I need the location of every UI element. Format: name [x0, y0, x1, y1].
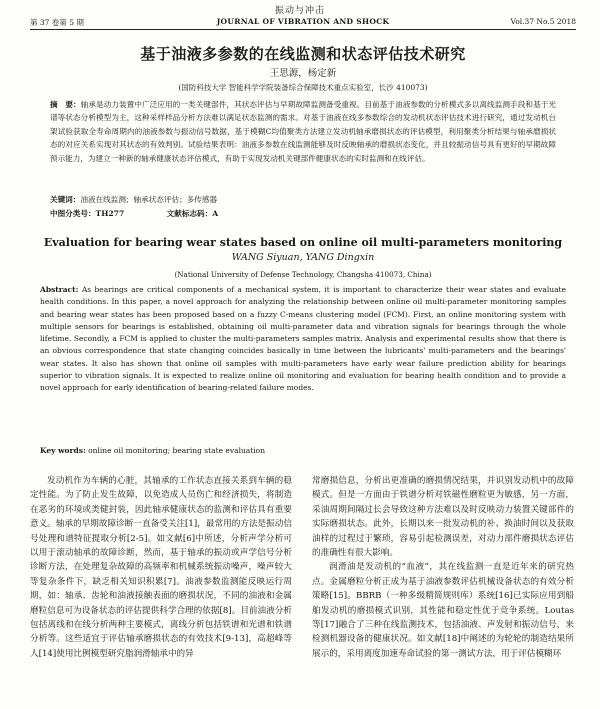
keywords-cn-label: 关键词： — [50, 195, 81, 204]
abstract-cn-label: 摘 要： — [50, 100, 81, 109]
clc-number: 中图分类号：TH277 — [50, 209, 125, 218]
body-paragraph: 常磨损信息，分析出更准确的磨损情况结果，并识别发动机中的故障模式。但是一方面由于铁谱分析对铁磁性磨粒更为敏感，另一方面，采油周期间隔过长会导致这种方法难以及时反映动力装置关键部件的实际磨损状态。此外，长期以来一批发动机的补、换油时间以及获取油样的过程过于繁琐，容易引起检测误差，对动力部件磨损状态评估的准确性有很大影响。 — [312, 476, 574, 559]
keywords-en-text: online oil monitoring; bearing state evaluation — [88, 446, 266, 455]
volume-cn: 第 37 卷第 5 期 — [30, 18, 84, 27]
authors-cn: 王思源，杨定新 — [269, 68, 337, 79]
classification-row — [50, 208, 556, 219]
keywords-cn — [50, 194, 556, 205]
document-code: 文献标志码：A — [166, 209, 219, 218]
abstract-cn-text: 轴承是动力装置中广泛应用的一类关键部件，其状态评估与早期故障监测备受重视。目前基于油液参数的分析模式多以离线监测手段和基于光谱等状态分析模型为主，这种采样样品分析方法难以满足状态监测的需求。对基于油液在线多参数综合的发动机状态评估技术进行研究，通过发动机台架试验获取全寿命周期内的油液参数与振动信号数据，基于模糊C均值聚类方法建立发动机轴承磨损状态的评估模型，利用聚类分析结果与轴承磨损状态的对应关系实现对其状态的有效判别。试验结果表明：油液多参数在线监测能够及时反映轴承的磨损状态变化，并且较振动信号具有更好的早期故障预示能力，为建立一种新的轴承健康状态评估模式，有助于实现发动机关键部件健康状态的实时监测和在线评估。 — [50, 100, 556, 163]
body-paragraph: 发动机作为车辆的心脏，其轴承的工作状态直接关系到车辆的稳定性能。为了防止发生故障，以免造成人员伤亡和经济损失，将制造在恶劣的环境或类健封装，因此轴承健康状态的监测和评估具有重要意义。轴承的早期故障诊断一直备受关注[1]，最常用的方法是振动信号处理和谱特征提取分析[2-5]。如文献[6]中所述，分析声学分析可以用于滚动轴承的故障诊断，然而，基于轴承的振动或声学信号分析诊断方法，在处理复杂故障的高频率和机械系统振动噪声，噪声较大等复杂条件下，缺乏相关知识积累[7]。油液参数监测能反映运行周期，如：轴承、齿轮和油液接触表面的磨损状况，不同的油液和金属磨粒信息可为设备状态的评估提供科学合理的依据[8]。目前油液分析包括离线和在线分析两种主要模式，离线分析包括铁谱和光谱和铁谱分析等。这些适宜于评估轴承磨损状态的有效技术[9-13]，高超峰等人[14]使用比例模型研究脂润滑轴承中的异 — [30, 476, 292, 659]
paper-title-cn: 基于油液多参数的在线监测和状态评估技术研究 — [140, 45, 466, 63]
abstract-en-label: Abstract: — [40, 285, 79, 294]
volume-en: Vol.37 No.5 2018 — [510, 17, 576, 26]
keywords-en-label: Key words: — [40, 446, 86, 455]
affiliation-cn: (国防科技大学 智能科学学院装备综合保障技术重点实验室，长沙 410073) — [178, 83, 428, 92]
running-head — [30, 17, 576, 30]
keywords-cn-text: 油液在线监测；轴承状态评估；多传感器 — [80, 195, 218, 204]
body-left-column — [30, 474, 292, 706]
journal-name-en: JOURNAL OF VIBRATION AND SHOCK — [216, 17, 390, 26]
authors-en: WANG Siyuan, YANG Dingxin — [231, 252, 375, 263]
paper-title-en: Evaluation for bearing wear states based on online oil multi-parameters monitoring — [43, 236, 563, 249]
abstract-cn — [50, 98, 556, 192]
abstract-en-text: As bearings are critical components of a mechanical system, it is important to characterize their wear states and evaluate health conditions. In this paper, a novel approach for analyzing the relationship between online oil multi-parameter monitoring samples and bearing wear states has been proposed based on a fuzzy C-means clustering model (FCM). First, an online monitoring system with multiple sensors for bearings is established, obtaining oil multi-parameter data and vibration signals for bearings through the whole lifetime. Secondly, a FCM is applied to cluster the multi-parameters samples matrix. Analysis and experimental results show that there is an obvious correspondence that state changing coincides basically in time between the lubricants' multi-parameters and the bearings' wear states. It also has shown that online oil samples with multi-parameters have early wear failure prediction ability for bearings superior to vibration signals. It is expected to realize online oil monitoring and evaluation for bearing health condition and to provide a novel approach for early identification of bearing-related failure modes. — [40, 285, 566, 393]
abstract-en — [40, 284, 566, 444]
journal-name-cn: 振动与冲击 — [274, 6, 325, 16]
keywords-en — [40, 446, 566, 455]
body-paragraph: 润滑油是发动机的“血液”，其在线监测一直是近年来的研究热点。金属磨粒分析正成为基于油液参数评估机械设备状态的有效分析策略[15]。BBRB（一种多级精简规则库）系统[16]已实际应用到船舶发动机的磨损模式识别，其性能和稳定性优于竞争系统。Loutas 等[17]融合了三种在线监测技术，包括油液、声发射和振动信号，来检测机器设备的健康状况。如文献[18]中阐述的为轮轮的制造结果所展示的，采用离度加速寿命试验的第一测试方法，用于评估模糊环 — [312, 562, 574, 659]
body-right-column — [312, 474, 574, 706]
affiliation-en: (National University of Defense Technology, Changsha 410073, China) — [174, 270, 432, 279]
